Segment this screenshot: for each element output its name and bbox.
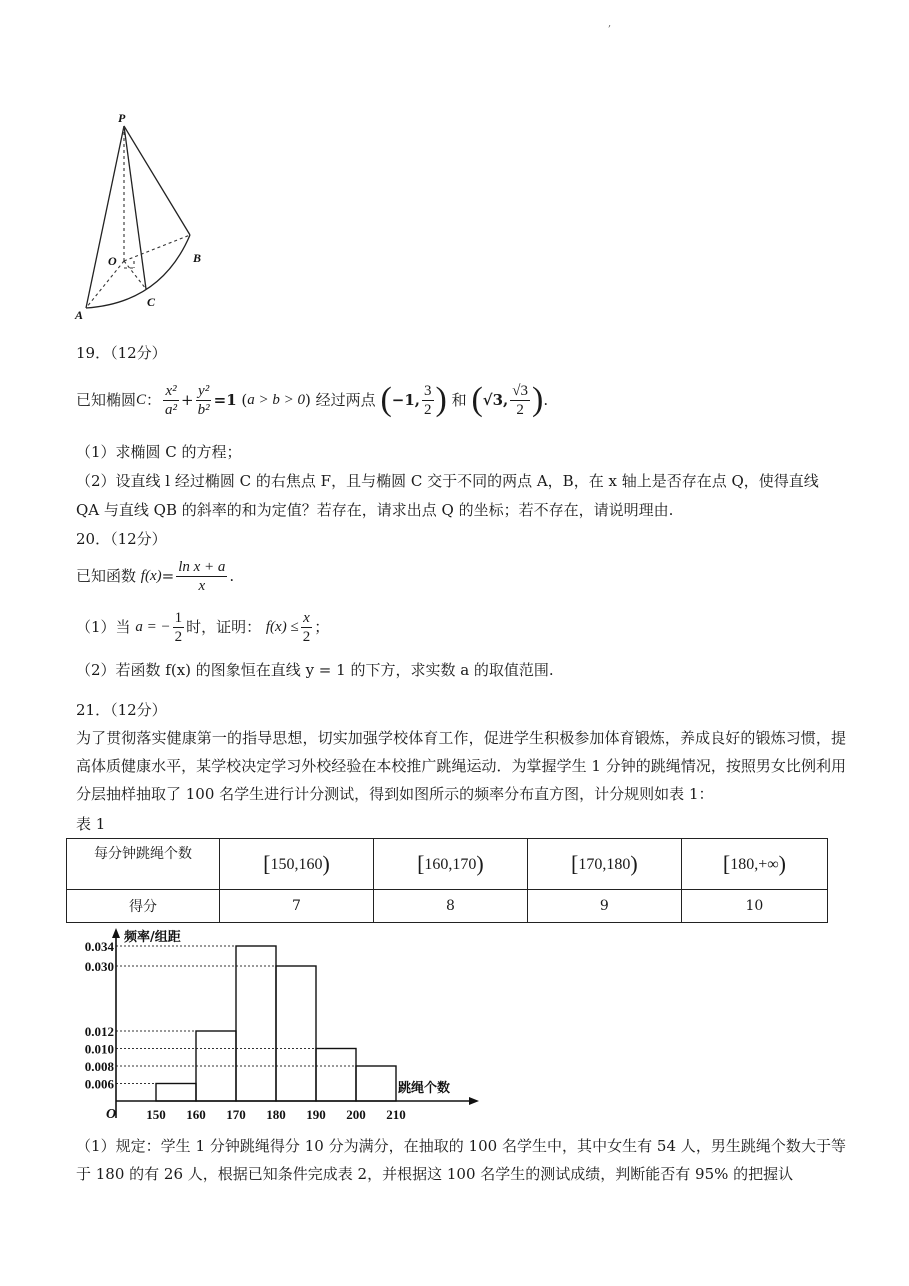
histogram-bar [236, 946, 276, 1101]
score-table [66, 838, 828, 923]
x-tick-label: 160 [186, 1107, 206, 1122]
interval-cell: [170,180) [527, 839, 681, 890]
histogram-bar [156, 1084, 196, 1102]
x-tick-label: 190 [306, 1107, 326, 1122]
q20-intro: 已知函数 f(x)= $\frac{\text{ln x + a}}{x}$ . [76, 558, 235, 594]
label-o: O [108, 254, 117, 268]
interval-cell: [160,170) [373, 839, 527, 890]
q19-header: 19．（12分） [76, 344, 167, 362]
histogram-bar [276, 966, 316, 1101]
y-tick-label: 0.034 [84, 939, 114, 954]
table-header-score: 得分 [67, 890, 220, 923]
q21-part1: （1）规定：学生 1 分钟跳绳得分 10 分为满分，在抽取的 100 名学生中，其中女生有 54 人，男生跳绳个数大于等于 180 的有 26 人，根据已知条件完成表 2，并根据这 100 名学生的测试成绩，判断能否有 95% 的把握认 [76, 1137, 846, 1183]
score-cell: 10 [681, 890, 827, 923]
q21-paragraph: 为了贯彻落实健康第一的指导思想，切实加强学校体育工作，促进学生积极参加体育锻炼，养成良好的锻炼习惯，提高体质健康水平，某学校决定学习外校经验在本校推广跳绳运动．为掌握学生 1 分钟的跳绳情况，按照男女比例利用分层抽样抽取了 100 名学生进行计分测试，得到如图所示的频率分布直方图，计分规则如表 1： [76, 729, 846, 803]
y-tick-label: 0.012 [84, 1024, 114, 1039]
table-row [67, 890, 828, 923]
y-tick-label: 0.008 [84, 1059, 114, 1074]
y-tick-label: 0.010 [84, 1041, 114, 1057]
x-axis-arrow [469, 1097, 479, 1105]
q20-part2: （2）若函数 f(x) 的图象恒在直线 y = 1 的下方，求实数 a 的取值范围. [76, 661, 554, 679]
y-axis-arrow [112, 928, 120, 938]
table-title: 表 1 [76, 815, 106, 833]
score-cell: 7 [220, 890, 374, 923]
q20-header: 20．（12分） [76, 530, 167, 548]
y-axis-label: 频率/组距 [124, 930, 181, 945]
q21-header: 21．（12分） [76, 701, 167, 719]
q19-part2-line2: QA 与直线 QB 的斜率的和为定值？若存在，请求出点 Q 的坐标；若不存在，请说明理由. [76, 501, 674, 519]
table-row [67, 839, 828, 890]
pyramid-figure [66, 108, 216, 326]
score-cell: 9 [527, 890, 681, 923]
x-tick-label: 170 [226, 1107, 246, 1122]
interval-cell: [150,160) [220, 839, 374, 890]
histogram-bar [316, 1049, 356, 1102]
origin-label: O [106, 1107, 117, 1122]
q19-part1: （1）求椭圆 C 的方程； [76, 443, 242, 461]
x-tick-label: 200 [346, 1107, 366, 1122]
x-tick-label: 150 [146, 1107, 166, 1122]
top-mark: , [608, 18, 612, 29]
label-a: A [75, 308, 84, 322]
q19-part2-line1: （2）设直线 l 经过椭圆 C 的右焦点 F，且与椭圆 C 交于不同的两点 A，B，在 x 轴上是否存在点 Q，使得直线 [76, 472, 819, 490]
x-axis-label: 跳绳个数 [398, 1081, 451, 1096]
q19-intro: 已知椭圆C： $\frac{\text{x²}}{\text{a²}}$ + $\frac{\text{y²}}{\text{b²}}$ =1 (a > b > 0) 经过两点 (−1, $\frac{3}{2}$ ) 和 (√3, $\frac{√3}{2}$ ). [76, 381, 549, 418]
x-tick-label: 210 [386, 1107, 406, 1122]
label-b: B [193, 251, 202, 265]
histogram-bar [356, 1066, 396, 1101]
label-p: P [118, 111, 126, 125]
y-tick-label: 0.030 [84, 959, 114, 974]
score-cell: 8 [373, 890, 527, 923]
y-tick-label: 0.006 [84, 1076, 114, 1092]
q20-part1: （1）当 a = − $\frac{1}{2}$ 时，证明： f(x) ≤ $\frac{x}{2}$ ； [76, 609, 330, 645]
interval-cell: [180,+∞) [681, 839, 827, 890]
frequency-histogram [66, 924, 486, 1124]
x-tick-label: 180 [266, 1107, 286, 1122]
table-header-count: 每分钟跳绳个数 [67, 839, 220, 890]
label-c: C [147, 295, 156, 309]
